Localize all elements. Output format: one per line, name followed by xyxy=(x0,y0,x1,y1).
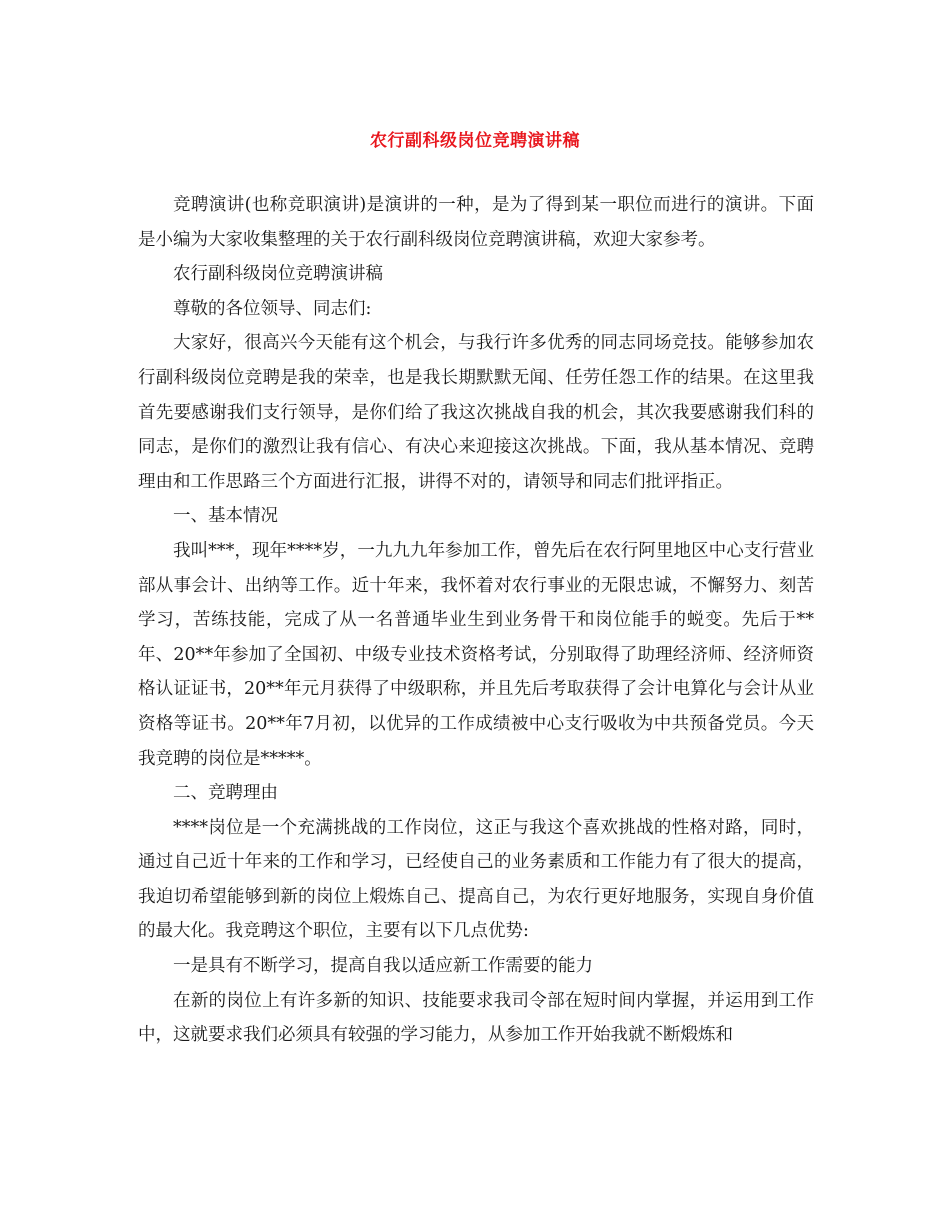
paragraph-learning-ability: 在新的岗位上有许多新的知识、技能要求我司令部在短时间内掌握，并运用到工作中，这就要求我们必须具有较强的学习能力，从参加工作开始我就不断煅炼和 xyxy=(138,990,814,1046)
subheading-learning-ability: 一是具有不断学习，提高自我以适应新工作需要的能力 xyxy=(173,956,593,977)
paragraph-salutation: 尊敬的各位领导、同志们: xyxy=(173,298,372,319)
document-body xyxy=(138,188,814,1053)
paragraph-reasons: ****岗位是一个充满挑战的工作岗位，这正与我这个喜欢挑战的性格对路，同时，通过自己近十年来的工作和学习，已经使自己的业务素质和工作能力有了很大的提高，我迫切希望能够到新的岗位上煅炼自己、提高自己，为农行更好地服务，实现自身价值的最大化。我竞聘这个职位，主要有以下几点优势: xyxy=(138,817,814,942)
section-heading-reasons: 二、竞聘理由 xyxy=(173,783,278,804)
paragraph-basic-info: 我叫***，现年****岁，一九九九年参加工作，曾先后在农行阿里地区中心支行营业部从事会计、出纳等工作。近十年来，我怀着对农行事业的无限忠诚，不懈努力、刻苦学习，苦练技能，完成了从一名普通毕业生到业务骨干和岗位能手的蜕变。先后于**年、20**年参加了全国初、中级专业技术资格考试，分别取得了助理经济师、经济师资格认证证书，20**年元月获得了中级职称，并且先后考取获得了会计电算化与会计从业资格等证书。20**年7月初，以优异的工作成绩被中心支行吸收为中共预备党员。今天我竞聘的岗位是*****。 xyxy=(138,540,814,769)
section-heading-basic-info: 一、基本情况 xyxy=(173,506,278,527)
paragraph-opening: 大家好，很高兴今天能有这个机会，与我行许多优秀的同志同场竞技。能够参加农行副科级岗位竞聘是我的荣幸，也是我长期默默无闻、任劳任怨工作的结果。在这里我首先要感谢我们支行领导，是你们给了我这次挑战自我的机会，其次我要感谢我们科的同志，是你们的激烈让我有信心、有决心来迎接这次挑战。下面，我从基本情况、竞聘理由和工作思路三个方面进行汇报，讲得不对的，请领导和同志们批评指正。 xyxy=(138,333,814,492)
document-title: 农行副科级岗位竞聘演讲稿 xyxy=(370,131,580,151)
paragraph-intro: 竞聘演讲(也称竞职演讲)是演讲的一种，是为了得到某一职位而进行的演讲。下面是小编为大家收集整理的关于农行副科级岗位竞聘演讲稿，欢迎大家参考。 xyxy=(138,195,814,250)
paragraph-subtitle: 农行副科级岗位竞聘演讲稿 xyxy=(173,264,383,285)
